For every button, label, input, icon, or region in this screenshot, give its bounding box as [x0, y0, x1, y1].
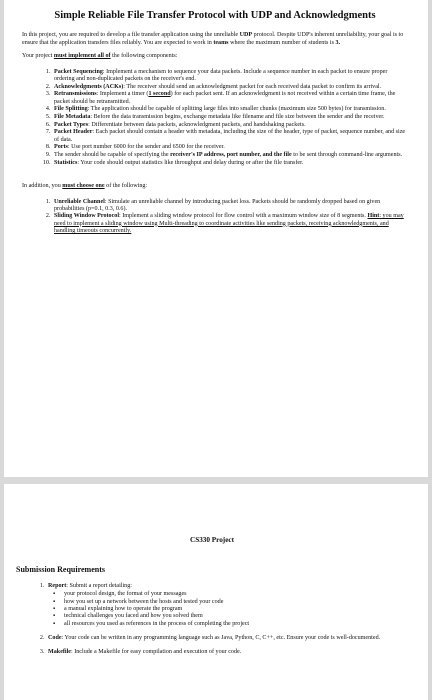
- intro-paragraph: In this project, you are required to develop a file transfer application using the unreliable UDP protocol. Despite UDP's inherent unreliability, your goal is to ensure that the application transfers files reliably. You are expected to work in teams where the maximum number of students is 3.: [22, 32, 404, 46]
- document-page-2: [4, 484, 428, 700]
- components-list: [22, 69, 408, 167]
- list-item: 4. File Splitting: The application should be capable of splitting large files into smaller chunks (maximum size 500 bytes) for transmission.: [52, 106, 408, 113]
- choose-lead: In addition, you must choose one of the following:: [22, 182, 148, 189]
- list-item: 1. Packet Sequencing: Implement a mechanism to sequence your data packets. Include a sequence number in each packet to ensure proper ordering and non-duplicated packets on the receiver's end.: [52, 69, 408, 83]
- list-item: 8. Ports: Use port number 6000 for the sender and 6500 for the receiver.: [52, 144, 408, 151]
- components-lead: Your project must implement all of the following components:: [22, 53, 178, 60]
- bullet-item: ▪ technical challenges you faced and how you solved them: [62, 613, 408, 620]
- list-item: 10. Statistics: Your code should output statistics like throughput and delay during or after the file transfer.: [52, 160, 408, 167]
- bullet-item: ▪ all resources you used as references in the process of completing the project: [62, 621, 408, 628]
- bullet-item: ▪ a manual explaining how to operate the program: [62, 606, 408, 613]
- document-page-1: [4, 0, 428, 477]
- list-item: 3. Retransmissions: Implement a timer (1 second) for each packet sent. If an acknowledgment is not received within a certain time frame, the packet should be retransmitted.: [52, 91, 408, 105]
- section-title: Submission Requirements: [16, 565, 105, 574]
- list-item: 2. Acknowledgments (ACKs): The receiver should send an acknowledgment packet for each received data packet to confirm its arrival.: [52, 84, 408, 91]
- list-item: 5. File Metadata: Before the data transmission begins, exchange metadata like filename and file size between the sender and the receiver.: [52, 114, 408, 121]
- bullet-item: ▪ how you set up a network between the hosts and tested your code: [62, 599, 408, 606]
- list-item: 2. Code: Your code can be written in any programming language such as Java, Python, C, C++, etc. Ensure your code is well-documented.: [46, 635, 408, 642]
- list-item: 3. Makefile: Include a Makefile for easy compilation and execution of your code.: [46, 649, 408, 656]
- list-item: 9. The sender should be capable of specifying the receiver's IP address, port number, and the file to be sent through command-line arguments.: [52, 152, 408, 159]
- document-title: Simple Reliable File Transfer Protocol with UDP and Acknowledgments: [54, 10, 376, 21]
- list-item: 6. Packet Types: Differentiate between data packets, acknowledgment packets, and handshaking packets.: [52, 122, 408, 129]
- list-item: 1. Unreliable Channel: Simulate an unreliable channel by introducing packet loss. Packets should be randomly dropped based on given probabilities (p=0.1, 0.3, 0.6).: [52, 199, 408, 213]
- report-bullets: [48, 591, 408, 628]
- list-item: 2. Sliding Window Protocol: Implement a sliding window protocol for flow control with a maximum window size of 8 segments. Hint: you may need to implement a sliding window using Multi-threading to coordinate activities like sending packets, receiving acknowledgments, and handling timeouts concurrently.: [52, 213, 408, 235]
- submission-list: [16, 583, 408, 657]
- bullet-item: ▪ your protocol design, the format of your messages: [62, 591, 408, 598]
- page-header: CS330 Project: [190, 536, 234, 544]
- list-item: 1. Report: Submit a report detailing: ▪ your protocol design, the format of your messages ▪ how you set up a network between the hosts and tested your code ▪ a manual explaining how to operate the program ▪ technical challenges you faced and how you solved them ▪ all resources you used as references in the process of completing the project: [46, 583, 408, 628]
- list-item: 7. Packet Header: Each packet should contain a header with metadata, including the size of the header, type of packet, sequence number, and size of data.: [52, 129, 408, 143]
- choices-list: [22, 199, 408, 236]
